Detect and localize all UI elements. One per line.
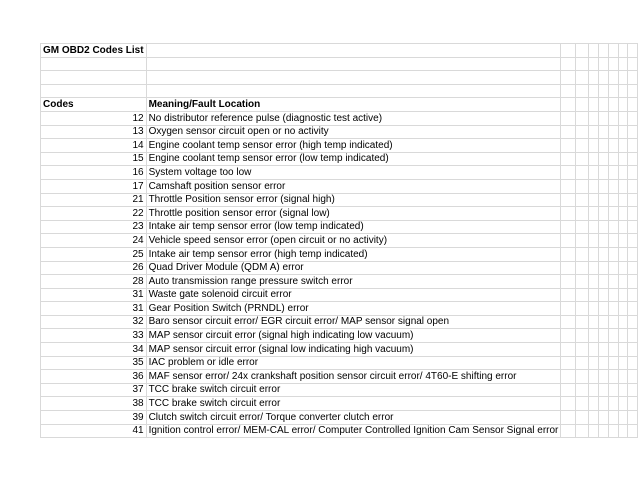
cell[interactable] (598, 152, 608, 166)
cell[interactable] (575, 44, 589, 58)
meaning-cell[interactable]: TCC brake switch circuit error (146, 397, 561, 411)
cell[interactable] (561, 152, 575, 166)
cell[interactable] (628, 261, 638, 275)
meaning-cell[interactable]: Throttle Position sensor error (signal high) (146, 193, 561, 207)
table-row (41, 329, 638, 343)
cell[interactable] (618, 343, 628, 357)
cell[interactable] (589, 71, 599, 85)
cell[interactable] (589, 193, 599, 207)
code-cell[interactable]: 12 (41, 111, 147, 125)
cell[interactable] (628, 44, 638, 58)
cell[interactable] (589, 220, 599, 234)
cell[interactable] (575, 383, 589, 397)
cell[interactable] (589, 152, 599, 166)
code-cell[interactable]: 35 (41, 356, 147, 370)
cell[interactable] (575, 275, 589, 289)
cell[interactable] (608, 139, 618, 153)
meaning-cell[interactable]: Clutch switch circuit error/ Torque converter clutch error (146, 411, 561, 425)
table-row (41, 247, 638, 261)
table-row (41, 234, 638, 248)
cell[interactable] (628, 356, 638, 370)
cell[interactable] (608, 397, 618, 411)
cell[interactable] (575, 193, 589, 207)
meaning-cell[interactable]: Baro sensor circuit error/ EGR circuit error/ MAP sensor signal open (146, 315, 561, 329)
cell[interactable] (608, 424, 618, 438)
cell[interactable] (589, 84, 599, 98)
cell[interactable] (589, 111, 599, 125)
table-row (41, 193, 638, 207)
cell[interactable] (561, 71, 575, 85)
cell[interactable] (628, 383, 638, 397)
cell[interactable] (628, 315, 638, 329)
cell[interactable] (575, 370, 589, 384)
cell[interactable] (589, 370, 599, 384)
cell[interactable] (608, 57, 618, 71)
cell[interactable] (589, 329, 599, 343)
cell[interactable] (146, 84, 561, 98)
cell[interactable] (575, 207, 589, 221)
cell[interactable] (598, 139, 608, 153)
cell[interactable] (608, 275, 618, 289)
cell[interactable] (618, 302, 628, 316)
cell[interactable] (598, 193, 608, 207)
cell[interactable] (589, 343, 599, 357)
meaning-cell[interactable]: MAP sensor circuit error (signal high indicating low vacuum) (146, 329, 561, 343)
cell[interactable] (598, 275, 608, 289)
cell[interactable] (608, 98, 618, 112)
cell[interactable] (618, 139, 628, 153)
cell[interactable] (608, 411, 618, 425)
cell[interactable] (628, 84, 638, 98)
cell[interactable] (575, 220, 589, 234)
code-cell[interactable]: 23 (41, 220, 147, 234)
cell[interactable] (561, 370, 575, 384)
cell[interactable] (618, 44, 628, 58)
table-row (41, 111, 638, 125)
cell[interactable] (608, 383, 618, 397)
header-row (41, 98, 638, 112)
cell[interactable] (628, 234, 638, 248)
cell[interactable] (575, 261, 589, 275)
table-row (41, 411, 638, 425)
table-row (41, 397, 638, 411)
cell[interactable] (589, 302, 599, 316)
cell[interactable] (618, 125, 628, 139)
meaning-cell[interactable]: No distributor reference pulse (diagnostic test active) (146, 111, 561, 125)
cell[interactable] (561, 98, 575, 112)
table-row (41, 220, 638, 234)
meaning-cell[interactable]: Camshaft position sensor error (146, 179, 561, 193)
cell[interactable] (589, 288, 599, 302)
cell[interactable] (561, 275, 575, 289)
meaning-cell[interactable]: Waste gate solenoid circuit error (146, 288, 561, 302)
cell[interactable] (589, 383, 599, 397)
sheet-title-cell[interactable] (41, 44, 147, 58)
cell[interactable] (589, 57, 599, 71)
cell[interactable] (608, 288, 618, 302)
cell[interactable] (575, 302, 589, 316)
cell[interactable] (598, 179, 608, 193)
cell[interactable] (628, 370, 638, 384)
cell[interactable] (589, 275, 599, 289)
cell[interactable] (589, 179, 599, 193)
cell[interactable] (598, 302, 608, 316)
cell[interactable] (618, 315, 628, 329)
cell[interactable] (618, 234, 628, 248)
cell[interactable] (628, 98, 638, 112)
meaning-cell[interactable]: IAC problem or idle error (146, 356, 561, 370)
cell[interactable] (608, 329, 618, 343)
cell[interactable] (589, 44, 599, 58)
cell[interactable] (575, 71, 589, 85)
cell[interactable] (608, 193, 618, 207)
cell[interactable] (628, 152, 638, 166)
title-row (41, 44, 638, 58)
sheet-body (41, 44, 638, 438)
cell[interactable] (608, 111, 618, 125)
cell[interactable] (561, 44, 575, 58)
cell[interactable] (575, 111, 589, 125)
meaning-cell[interactable]: Quad Driver Module (QDM A) error (146, 261, 561, 275)
cell[interactable] (561, 179, 575, 193)
cell[interactable] (575, 247, 589, 261)
table-row (41, 166, 638, 180)
cell[interactable] (628, 247, 638, 261)
meaning-cell[interactable]: Vehicle speed sensor error (open circuit or no activity) (146, 234, 561, 248)
cell[interactable] (628, 139, 638, 153)
cell[interactable] (561, 288, 575, 302)
cell[interactable] (608, 302, 618, 316)
cell[interactable] (618, 193, 628, 207)
cell[interactable] (575, 179, 589, 193)
codes-header[interactable]: Codes (41, 98, 147, 112)
cell[interactable] (608, 71, 618, 85)
code-cell[interactable]: 16 (41, 166, 147, 180)
cell[interactable] (575, 288, 589, 302)
meaning-cell[interactable]: Engine coolant temp sensor error (high temp indicated) (146, 139, 561, 153)
cell[interactable] (598, 383, 608, 397)
cell[interactable] (608, 166, 618, 180)
cell[interactable] (598, 111, 608, 125)
cell[interactable] (618, 397, 628, 411)
cell[interactable] (598, 288, 608, 302)
cell[interactable] (41, 71, 147, 85)
cell[interactable] (561, 139, 575, 153)
cell[interactable] (608, 261, 618, 275)
code-cell[interactable]: 32 (41, 315, 147, 329)
cell[interactable] (575, 397, 589, 411)
cell[interactable] (608, 84, 618, 98)
cell[interactable] (618, 275, 628, 289)
code-cell[interactable]: 24 (41, 234, 147, 248)
cell[interactable] (598, 166, 608, 180)
cell[interactable] (575, 329, 589, 343)
cell[interactable] (561, 397, 575, 411)
cell[interactable] (561, 207, 575, 221)
cell[interactable] (589, 261, 599, 275)
cell[interactable] (598, 207, 608, 221)
meaning-cell[interactable]: Auto transmission range pressure switch error (146, 275, 561, 289)
cell[interactable] (618, 57, 628, 71)
cell[interactable] (589, 234, 599, 248)
cell[interactable] (561, 343, 575, 357)
meaning-header[interactable]: Meaning/Fault Location (146, 98, 561, 112)
cell[interactable] (561, 383, 575, 397)
cell[interactable] (608, 125, 618, 139)
cell[interactable] (628, 288, 638, 302)
table-row (41, 302, 638, 316)
spreadsheet-grid (40, 43, 638, 438)
code-cell[interactable]: 17 (41, 179, 147, 193)
cell[interactable] (618, 98, 628, 112)
cell[interactable] (618, 207, 628, 221)
cell[interactable] (561, 247, 575, 261)
table-row (41, 370, 638, 384)
cell[interactable] (598, 424, 608, 438)
cell[interactable] (628, 111, 638, 125)
cell[interactable] (146, 57, 561, 71)
cell[interactable] (589, 139, 599, 153)
cell[interactable] (575, 411, 589, 425)
cell[interactable] (589, 397, 599, 411)
cell[interactable] (589, 315, 599, 329)
cell[interactable] (608, 370, 618, 384)
cell[interactable] (575, 125, 589, 139)
cell[interactable] (589, 207, 599, 221)
cell[interactable] (598, 247, 608, 261)
cell[interactable] (628, 275, 638, 289)
code-cell[interactable]: 15 (41, 152, 147, 166)
cell[interactable] (146, 71, 561, 85)
cell[interactable] (618, 329, 628, 343)
cell[interactable] (628, 193, 638, 207)
table-row (41, 383, 638, 397)
table-row (41, 139, 638, 153)
cell[interactable] (589, 247, 599, 261)
cell[interactable] (561, 302, 575, 316)
cell[interactable] (628, 179, 638, 193)
code-cell[interactable]: 31 (41, 288, 147, 302)
cell[interactable] (628, 220, 638, 234)
table-row (41, 424, 638, 438)
code-cell[interactable]: 28 (41, 275, 147, 289)
cell[interactable] (608, 356, 618, 370)
cell[interactable] (608, 179, 618, 193)
cell[interactable] (575, 356, 589, 370)
cell[interactable] (561, 166, 575, 180)
cell[interactable] (561, 424, 575, 438)
cell[interactable] (598, 370, 608, 384)
cell[interactable] (598, 343, 608, 357)
cell[interactable] (575, 139, 589, 153)
cell[interactable] (618, 166, 628, 180)
cell[interactable] (598, 71, 608, 85)
cell[interactable] (561, 84, 575, 98)
cell[interactable] (589, 166, 599, 180)
meaning-cell[interactable]: TCC brake switch circuit error (146, 383, 561, 397)
cell[interactable] (618, 111, 628, 125)
cell[interactable] (608, 234, 618, 248)
meaning-cell[interactable]: Oxygen sensor circuit open or no activity (146, 125, 561, 139)
table-row (41, 125, 638, 139)
cell[interactable] (598, 261, 608, 275)
meaning-cell[interactable]: MAF sensor error/ 24x crankshaft position sensor circuit error/ 4T60-E shifting error (146, 370, 561, 384)
cell[interactable] (598, 220, 608, 234)
code-cell[interactable]: 26 (41, 261, 147, 275)
cell[interactable] (618, 261, 628, 275)
cell[interactable] (628, 397, 638, 411)
cell[interactable] (589, 98, 599, 112)
cell[interactable] (628, 411, 638, 425)
cell[interactable] (575, 84, 589, 98)
meaning-cell[interactable]: Throttle position sensor error (signal low) (146, 207, 561, 221)
cell[interactable] (598, 411, 608, 425)
code-cell[interactable]: 33 (41, 329, 147, 343)
cell[interactable] (575, 152, 589, 166)
table-row (41, 261, 638, 275)
cell[interactable] (608, 247, 618, 261)
cell[interactable] (561, 193, 575, 207)
cell[interactable] (575, 234, 589, 248)
cell[interactable] (598, 329, 608, 343)
cell[interactable] (598, 397, 608, 411)
code-cell[interactable]: 31 (41, 302, 147, 316)
meaning-cell[interactable]: Intake air temp sensor error (low temp indicated) (146, 220, 561, 234)
table-row (41, 179, 638, 193)
cell[interactable] (598, 356, 608, 370)
cell[interactable] (561, 125, 575, 139)
cell[interactable] (575, 343, 589, 357)
cell[interactable] (561, 261, 575, 275)
cell[interactable] (618, 247, 628, 261)
cell[interactable] (628, 57, 638, 71)
code-cell[interactable]: 41 (41, 424, 147, 438)
code-cell[interactable]: 37 (41, 383, 147, 397)
cell[interactable] (618, 152, 628, 166)
code-cell[interactable]: 21 (41, 193, 147, 207)
cell[interactable] (589, 356, 599, 370)
code-cell[interactable]: 34 (41, 343, 147, 357)
cell[interactable] (598, 234, 608, 248)
cell[interactable] (618, 383, 628, 397)
cell[interactable] (608, 207, 618, 221)
cell[interactable] (589, 411, 599, 425)
table-row (41, 207, 638, 221)
code-cell[interactable]: 36 (41, 370, 147, 384)
cell[interactable] (618, 71, 628, 85)
table-row (41, 343, 638, 357)
cell[interactable] (608, 343, 618, 357)
cell[interactable] (561, 356, 575, 370)
table-row (41, 288, 638, 302)
cell[interactable] (608, 44, 618, 58)
table-row (41, 152, 638, 166)
code-cell[interactable]: 25 (41, 247, 147, 261)
cell[interactable] (598, 57, 608, 71)
cell[interactable] (618, 370, 628, 384)
cell[interactable] (598, 315, 608, 329)
cell[interactable] (561, 234, 575, 248)
code-cell[interactable]: 13 (41, 125, 147, 139)
sheet-title: GM OBD2 Codes List (43, 44, 144, 56)
cell[interactable] (561, 411, 575, 425)
cell[interactable] (628, 424, 638, 438)
empty-row (41, 84, 638, 98)
cell[interactable] (575, 315, 589, 329)
cell[interactable] (628, 343, 638, 357)
code-cell[interactable]: 22 (41, 207, 147, 221)
cell[interactable] (598, 44, 608, 58)
meaning-cell[interactable]: Engine coolant temp sensor error (low temp indicated) (146, 152, 561, 166)
cell[interactable] (608, 220, 618, 234)
cell[interactable] (575, 98, 589, 112)
cell[interactable] (598, 84, 608, 98)
cell[interactable] (628, 71, 638, 85)
table-row (41, 275, 638, 289)
cell[interactable] (561, 220, 575, 234)
meaning-cell[interactable]: System voltage too low (146, 166, 561, 180)
cell[interactable] (561, 329, 575, 343)
cell[interactable] (598, 98, 608, 112)
empty-row (41, 57, 638, 71)
cell[interactable] (618, 84, 628, 98)
meaning-cell[interactable]: Gear Position Switch (PRNDL) error (146, 302, 561, 316)
cell[interactable] (575, 166, 589, 180)
cell[interactable] (628, 329, 638, 343)
cell[interactable] (589, 424, 599, 438)
cell[interactable] (618, 411, 628, 425)
cell[interactable] (41, 57, 147, 71)
cell[interactable] (608, 152, 618, 166)
code-cell[interactable]: 39 (41, 411, 147, 425)
cell[interactable] (589, 125, 599, 139)
meaning-cell[interactable]: Ignition control error/ MEM-CAL error/ Computer Controlled Ignition Cam Sensor Signal error (146, 424, 561, 438)
cell[interactable] (561, 315, 575, 329)
empty-row (41, 71, 638, 85)
cell[interactable] (598, 125, 608, 139)
cell[interactable] (618, 288, 628, 302)
meaning-cell[interactable]: Intake air temp sensor error (high temp indicated) (146, 247, 561, 261)
table-row (41, 315, 638, 329)
cell[interactable] (618, 424, 628, 438)
cell[interactable] (575, 424, 589, 438)
cell[interactable] (41, 84, 147, 98)
cell[interactable] (146, 44, 561, 58)
cell[interactable] (608, 315, 618, 329)
cell[interactable] (561, 57, 575, 71)
cell[interactable] (628, 125, 638, 139)
cell[interactable] (618, 356, 628, 370)
cell[interactable] (628, 166, 638, 180)
code-cell[interactable]: 38 (41, 397, 147, 411)
cell[interactable] (618, 179, 628, 193)
cell[interactable] (628, 207, 638, 221)
cell[interactable] (561, 111, 575, 125)
code-cell[interactable]: 14 (41, 139, 147, 153)
cell[interactable] (618, 220, 628, 234)
cell[interactable] (628, 302, 638, 316)
meaning-cell[interactable]: MAP sensor circuit error (signal low indicating high vacuum) (146, 343, 561, 357)
cell[interactable] (575, 57, 589, 71)
table-row (41, 356, 638, 370)
